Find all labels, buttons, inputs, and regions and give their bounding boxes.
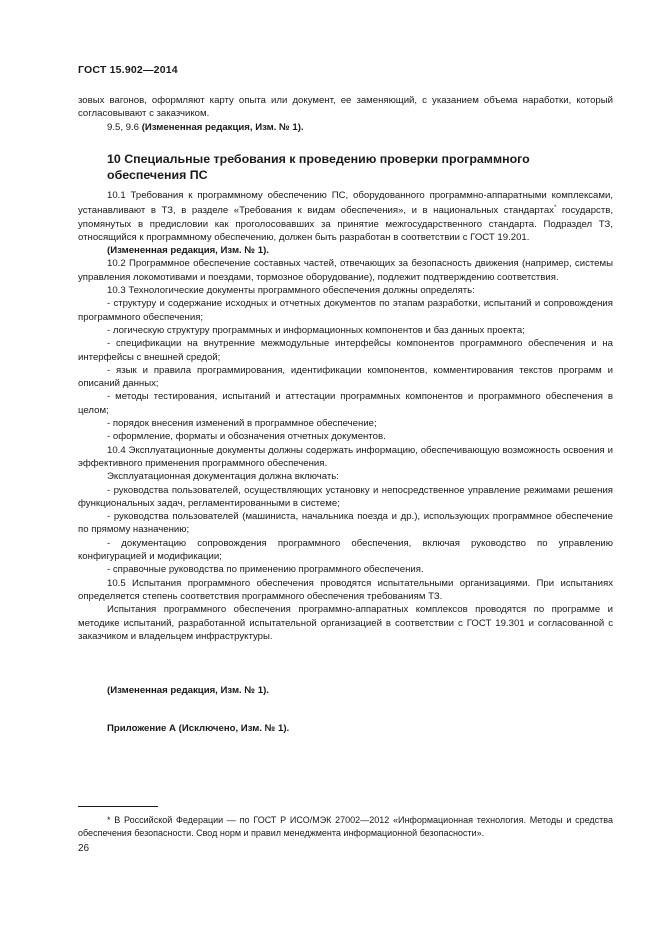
paragraph-10-5-b: Испытания программного обеспечения программно-аппаратных комплексов проводятся по программе и методике испытаний, разработанной испытательной организацией в соответствии с ГОСТ 19.301 и согласованной с заказчиком и владельцем инфраструктуры. xyxy=(78,604,613,642)
list-item: - спецификации на внутренние межмодульные интерфейсы компонентов программного обеспечения и на интерфейсы с внешней средой; xyxy=(78,338,613,363)
footnote: * В Российской Федерации — по ГОСТ Р ИСО/МЭК 27002—2012 «Информационная технология. Методы и средства обеспечения безопасности. Свод норм и правил менеджмента информационной безопасности». xyxy=(78,815,613,838)
paragraph-10-3: 10.3 Технологические документы программного обеспечения должны определять: xyxy=(107,285,475,297)
list-item: - язык и правила программирования, идентификации компонентов, комментирования текстов программ и описаний данных; xyxy=(78,364,613,390)
paragraph-10-1: 10.1 Требования к программному обеспечению ПС, оборудованного программно-аппаратными комплексами, устанавливают в ТЗ, в разделе «Требования к видам обеспечения», и в национальных стандартах* государств, упомянутых в предисловии как проголосовавших за принятие межгосударственного стандарта. Подраздел ТЗ, относящийся к программному обеспечению, должен быть разработан в соответствии с ГОСТ 19.201. xyxy=(78,190,613,243)
amend-note: (Измененная редакция, Изм. № 1). xyxy=(141,121,304,133)
list-item: - документацию сопровождения программного обеспечения, включая руководство по управлению конфигурацией и модификации; xyxy=(78,537,613,563)
list-item: - справочные руководства по применению программного обеспечения. xyxy=(107,564,424,576)
intro-amendment xyxy=(78,121,613,134)
amendment-block xyxy=(78,684,613,697)
list-item: - логическую структуру программных и информационных компонентов и баз данных проекта; xyxy=(107,324,525,336)
appendix-block xyxy=(78,722,613,735)
amend-clauses: 9.5, 9.6 xyxy=(107,121,140,133)
list-item: - методы тестирования, испытаний и аттестации программных компонентов и программного обеспечения в целом; xyxy=(78,391,613,416)
standard-header: ГОСТ 15.902—2014 xyxy=(78,64,178,76)
page-number: 26 xyxy=(78,843,90,854)
footnote-mark: * xyxy=(553,205,557,212)
paragraph-10-4: 10.4 Эксплуатационные документы должны содержать информацию, обеспечивающую возможность освоения и эффективного применения программного обеспечения. xyxy=(78,444,613,469)
footnote-divider xyxy=(78,806,158,807)
paragraph-10-2: 10.2 Программное обеспечение составных частей, отвечающих за безопасность движения (например, системы управления локомотивами и поездами, тормозное оборудование), подлежит подтверждению соответствия. xyxy=(78,258,613,283)
list-item: - оформление, форматы и обозначения отчетных документов. xyxy=(107,431,386,443)
paragraph-10-4-b: Эксплуатационная документация должна включать: xyxy=(107,471,339,483)
amendment-note: (Измененная редакция, Изм. № 1). xyxy=(107,245,269,257)
section-body xyxy=(78,189,613,643)
intro-block xyxy=(78,94,613,134)
appendix-note: Приложение А (Исключено, Изм. № 1). xyxy=(107,723,290,734)
amendment-note: (Измененная редакция, Изм. № 1). xyxy=(107,685,269,696)
paragraph-10-5: 10.5 Испытания программного обеспечения проводятся испытательными организациями. При испытаниях определяется степень соответствия программного обеспечения требованиям ТЗ. xyxy=(78,577,613,602)
list-item: - руководства пользователей (машиниста, начальника поезда и др.), использующих программное обеспечение по прямому назначению; xyxy=(78,511,613,536)
section-title: 10 Специальные требования к проведению проверки программного обеспечения ПС xyxy=(107,152,530,183)
intro-text: зовых вагонов, оформляют карту опыта или документ, ее заменяющий, с указанием объема наработки, который согласовывают с заказчиком. xyxy=(78,95,613,120)
list-item: - порядок внесения изменений в программное обеспечение; xyxy=(107,418,377,430)
list-item: - структуру и содержание исходных и отчетных документов по этапам разработки, испытаний и сопровождения программного обеспечения; xyxy=(78,298,613,323)
list-item: - руководства пользователей, осуществляющих установку и непосредственное управление режимами решения функциональных задач, регламентированными в системе; xyxy=(78,484,613,509)
